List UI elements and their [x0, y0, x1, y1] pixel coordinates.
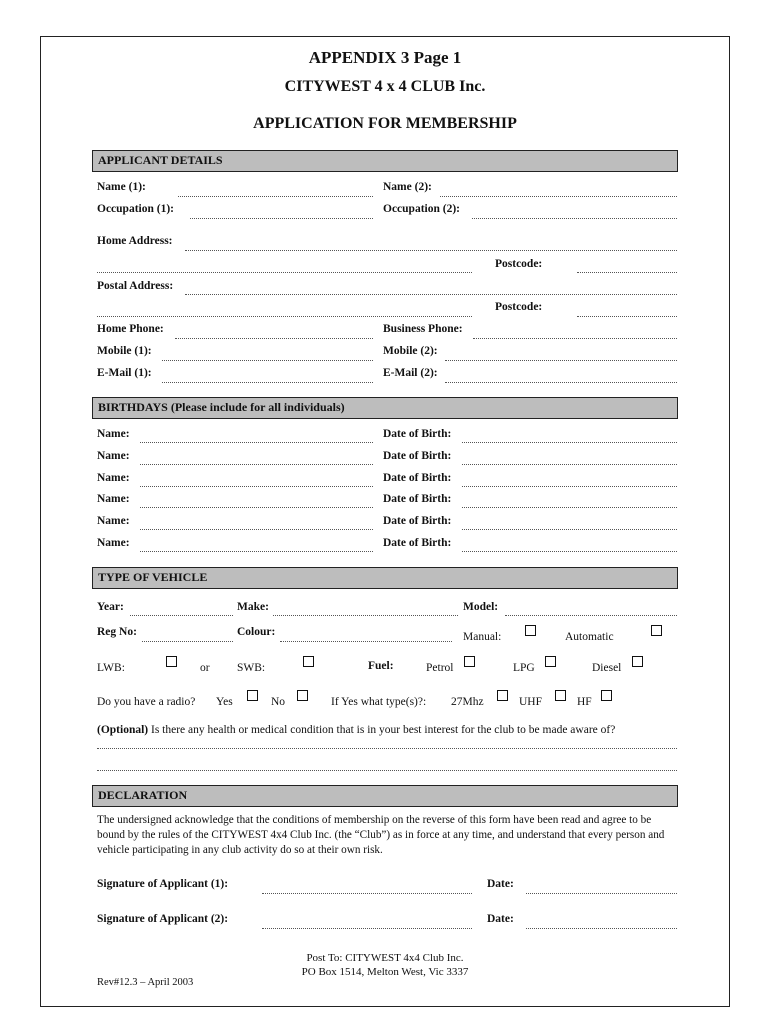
date1-label: Date:	[487, 878, 514, 890]
swb-checkbox[interactable]	[303, 656, 314, 667]
name2-label: Name (2):	[383, 181, 432, 193]
model-label: Model:	[463, 601, 499, 613]
radio-type-question: If Yes what type(s)?:	[331, 696, 427, 708]
post-to-line: Post To: CITYWEST 4x4 Club Inc.	[306, 952, 464, 964]
declaration-text: The undersigned acknowledge that the conditions of membership on the reverse of this form have been read and agree to be bound by the rules of the CITYWEST 4x4 Club Inc. (the “Club”) as in force at any time, and understand that every person and vehicle participating in any club activity do so at their own risk.	[97, 814, 665, 856]
mobile2-field[interactable]	[445, 360, 677, 361]
home-address-field-line2[interactable]	[97, 272, 472, 273]
home-address-label: Home Address:	[97, 235, 173, 247]
birthday-name-field[interactable]	[140, 507, 373, 508]
vehicle-header: TYPE OF VEHICLE	[92, 567, 678, 589]
name1-field[interactable]	[178, 196, 373, 197]
home-phone-field[interactable]	[175, 338, 373, 339]
declaration-header: DECLARATION	[92, 785, 678, 807]
home-address-field[interactable]	[185, 250, 677, 251]
date1-field[interactable]	[526, 893, 677, 894]
birthday-dob-field[interactable]	[462, 464, 677, 465]
birthday-name-label: Name:	[97, 472, 130, 484]
home-postcode-field[interactable]	[577, 272, 677, 273]
manual-checkbox[interactable]	[525, 625, 536, 636]
postal-address-field[interactable]	[185, 294, 677, 295]
reg-no-label: Reg No:	[97, 626, 137, 638]
make-label: Make:	[237, 601, 269, 613]
birthdays-header: BIRTHDAYS (Please include for all individuals)	[92, 397, 678, 419]
lpg-label: LPG	[513, 662, 535, 674]
postal-address-label: Postal Address:	[97, 280, 174, 292]
postal-postcode-label: Postcode:	[495, 301, 543, 313]
automatic-label: Automatic	[565, 631, 614, 643]
lpg-checkbox[interactable]	[545, 656, 556, 667]
birthday-name-field[interactable]	[140, 464, 373, 465]
lwb-checkbox[interactable]	[166, 656, 177, 667]
year-label: Year:	[97, 601, 124, 613]
birthday-name-field[interactable]	[140, 529, 373, 530]
birthday-name-field[interactable]	[140, 442, 373, 443]
birthday-dob-label: Date of Birth:	[383, 450, 452, 462]
diesel-label: Diesel	[592, 662, 622, 674]
postal-address-field-line2[interactable]	[97, 316, 472, 317]
medical-condition-field[interactable]	[97, 748, 677, 749]
birthday-name-label: Name:	[97, 515, 130, 527]
date2-field[interactable]	[526, 928, 677, 929]
name1-label: Name (1):	[97, 181, 146, 193]
automatic-checkbox[interactable]	[651, 625, 662, 636]
diesel-checkbox[interactable]	[632, 656, 643, 667]
business-phone-label: Business Phone:	[383, 323, 463, 335]
radio-hf-checkbox[interactable]	[601, 690, 612, 701]
applicant-details-header: APPLICANT DETAILS	[92, 150, 678, 172]
petrol-label: Petrol	[426, 662, 454, 674]
birthday-dob-field[interactable]	[462, 442, 677, 443]
birthday-dob-field[interactable]	[462, 507, 677, 508]
radio-yes-label: Yes	[216, 696, 233, 708]
birthday-dob-label: Date of Birth:	[383, 428, 452, 440]
occupation1-label: Occupation (1):	[97, 203, 174, 215]
year-field[interactable]	[130, 615, 233, 616]
name2-field[interactable]	[440, 196, 677, 197]
birthday-name-field[interactable]	[140, 551, 373, 552]
or-label: or	[200, 662, 210, 674]
home-postcode-label: Postcode:	[495, 258, 543, 270]
signature1-label: Signature of Applicant (1):	[97, 878, 229, 890]
radio-yes-checkbox[interactable]	[247, 690, 258, 701]
swb-label: SWB:	[237, 662, 266, 674]
appendix-heading: APPENDIX 3 Page 1	[308, 48, 462, 67]
revision-label: Rev#12.3 – April 2003	[97, 977, 194, 988]
radio-uhf-checkbox[interactable]	[555, 690, 566, 701]
birthday-dob-field[interactable]	[462, 486, 677, 487]
occupation2-label: Occupation (2):	[383, 203, 460, 215]
home-phone-label: Home Phone:	[97, 323, 164, 335]
birthday-dob-label: Date of Birth:	[383, 472, 452, 484]
signature2-label: Signature of Applicant (2):	[97, 913, 229, 925]
birthday-dob-field[interactable]	[462, 529, 677, 530]
birthday-name-field[interactable]	[140, 486, 373, 487]
occupation2-field[interactable]	[472, 218, 677, 219]
club-name-heading: CITYWEST 4 x 4 CLUB Inc.	[284, 78, 486, 95]
mobile2-label: Mobile (2):	[383, 345, 438, 357]
birthday-dob-label: Date of Birth:	[383, 537, 452, 549]
model-field[interactable]	[505, 615, 677, 616]
radio-no-label: No	[271, 696, 286, 708]
occupation1-field[interactable]	[190, 218, 373, 219]
mobile1-field[interactable]	[162, 360, 373, 361]
radio-uhf-label: UHF	[519, 696, 543, 708]
date2-label: Date:	[487, 913, 514, 925]
birthday-dob-label: Date of Birth:	[383, 515, 452, 527]
signature2-field[interactable]	[262, 928, 472, 929]
birthday-dob-label: Date of Birth:	[383, 493, 452, 505]
birthday-name-label: Name:	[97, 537, 130, 549]
birthday-name-label: Name:	[97, 450, 130, 462]
radio-hf-label: HF	[577, 696, 592, 708]
email2-label: E-Mail (2):	[383, 367, 438, 379]
lwb-label: LWB:	[97, 662, 125, 674]
signature1-field[interactable]	[262, 893, 472, 894]
postal-postcode-field[interactable]	[577, 316, 677, 317]
email1-label: E-Mail (1):	[97, 367, 152, 379]
optional-question	[97, 724, 615, 736]
mobile1-label: Mobile (1):	[97, 345, 152, 357]
po-box-line: PO Box 1514, Melton West, Vic 3337	[301, 966, 469, 978]
make-field[interactable]	[273, 615, 458, 616]
medical-condition-field-line2[interactable]	[97, 770, 677, 771]
birthday-name-label: Name:	[97, 428, 130, 440]
email2-field[interactable]	[445, 382, 677, 383]
optional-label: (Optional)	[97, 724, 149, 736]
form-title: APPLICATION FOR MEMBERSHIP	[253, 115, 517, 132]
fuel-label: Fuel:	[368, 660, 394, 672]
optional-question-text: Is there any health or medical condition that is in your best interest for the club to be made aware of?	[148, 724, 616, 736]
email1-field[interactable]	[162, 382, 373, 383]
colour-label: Colour:	[237, 626, 276, 638]
radio-27mhz-checkbox[interactable]	[497, 690, 508, 701]
manual-label: Manual:	[463, 631, 502, 643]
colour-field[interactable]	[280, 641, 452, 642]
petrol-checkbox[interactable]	[464, 656, 475, 667]
radio-question: Do you have a radio?	[97, 696, 196, 708]
radio-27mhz-label: 27Mhz	[451, 696, 484, 708]
business-phone-field[interactable]	[473, 338, 677, 339]
reg-no-field[interactable]	[142, 641, 233, 642]
radio-no-checkbox[interactable]	[297, 690, 308, 701]
birthday-dob-field[interactable]	[462, 551, 677, 552]
birthday-name-label: Name:	[97, 493, 130, 505]
